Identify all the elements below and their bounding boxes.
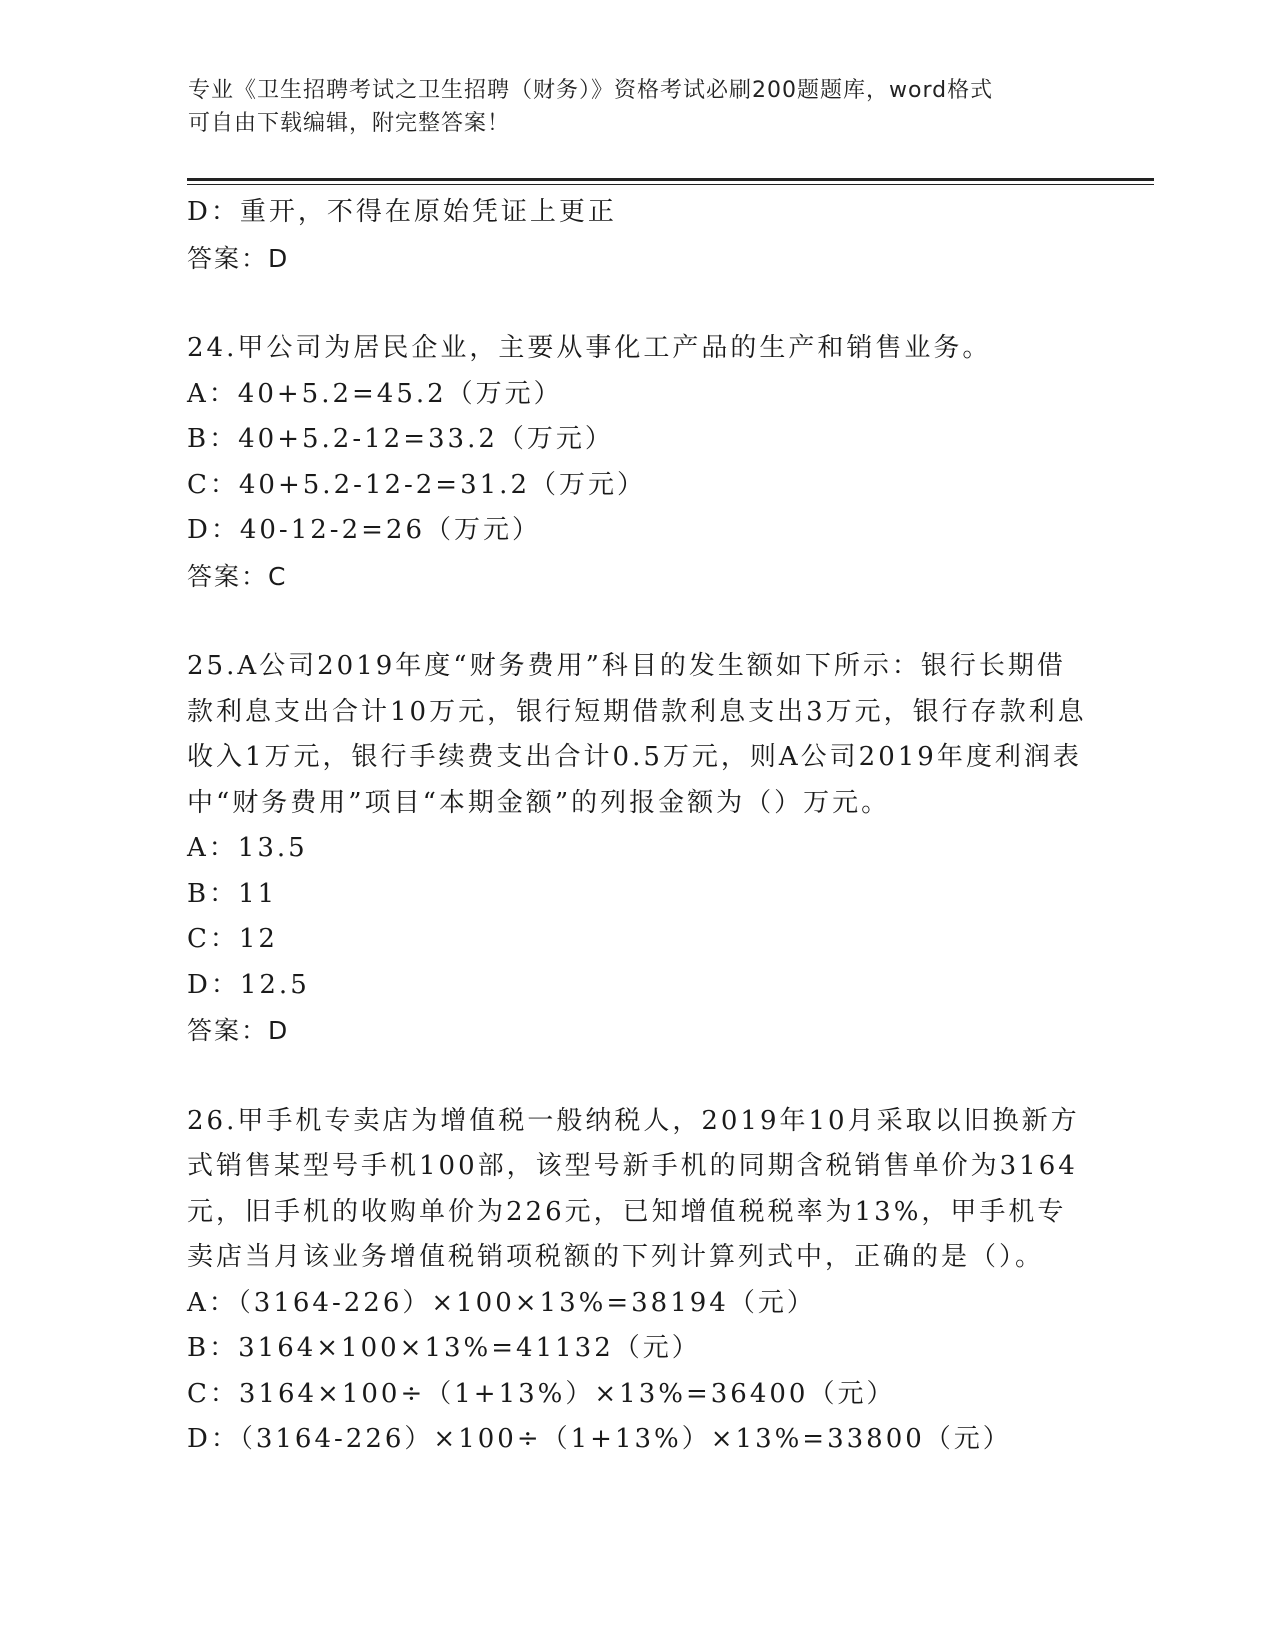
spacer — [187, 281, 1087, 326]
question-23-tail — [187, 190, 1087, 281]
option-b: B：40+5.2-12=33.2（万元） — [187, 424, 614, 454]
option-d: D：40-12-2=26（万元） — [187, 515, 541, 545]
answer-line: 答案：D — [187, 243, 290, 273]
option-d: D：（3164-226）×100÷（1+13%）×13%=33800（元） — [187, 1424, 1012, 1454]
document-header — [188, 74, 1088, 140]
option-a: A：13.5 — [187, 833, 308, 863]
question-text: 25.A公司2019年度“财务费用”科目的发生额如下所示：银行长期借款利息支出合计10万元，银行短期借款利息支出3万元，银行存款利息收入1万元，银行手续费支出合计0.5万元，则A公司2019年度利润表中“财务费用”项目“本期金额”的列报金额为（）万元。 — [187, 651, 1087, 818]
spacer — [187, 1054, 1087, 1099]
option-d: D：重开，不得在原始凭证上更正 — [187, 197, 617, 227]
question-list — [187, 190, 1087, 1463]
header-divider-thin — [187, 184, 1154, 185]
question-26 — [187, 1099, 1087, 1463]
spacer — [187, 599, 1087, 644]
question-25 — [187, 644, 1087, 1054]
question-24 — [187, 326, 1087, 599]
answer-line: 答案：D — [187, 1016, 290, 1045]
option-c: C：40+5.2-12-2=31.2（万元） — [187, 469, 646, 500]
option-c: C：12 — [187, 924, 278, 954]
header-title-line-2: 可自由下载编辑，附完整答案！ — [188, 111, 511, 136]
question-text: 26.甲手机专卖店为增值税一般纳税人，2019年10月采取以旧换新方式销售某型号手机100部，该型号新手机的同期含税销售单价为3164元，旧手机的收购单价为226元，已知增值税税率为13%，甲手机专卖店当月该业务增值税销项税额的下列计算列式中，正确的是（）。 — [187, 1105, 1080, 1272]
option-a: A：（3164-226）×100×13%=38194（元） — [187, 1287, 816, 1318]
header-divider-thick — [187, 178, 1154, 181]
option-c: C：3164×100÷（1+13%）×13%=36400（元） — [187, 1378, 896, 1409]
option-a: A：40+5.2=45.2（万元） — [187, 378, 563, 409]
question-text: 24.甲公司为居民企业，主要从事化工产品的生产和销售业务。 — [187, 333, 992, 363]
header-title-line-1: 专业《卫生招聘考试之卫生招聘（财务）》资格考试必刷200题题库，word格式 — [188, 78, 994, 103]
answer-line: 答案：C — [187, 561, 288, 591]
option-b: B：11 — [187, 878, 278, 909]
option-d: D：12.5 — [187, 969, 310, 1000]
option-b: B：3164×100×13%=41132（元） — [187, 1333, 701, 1363]
